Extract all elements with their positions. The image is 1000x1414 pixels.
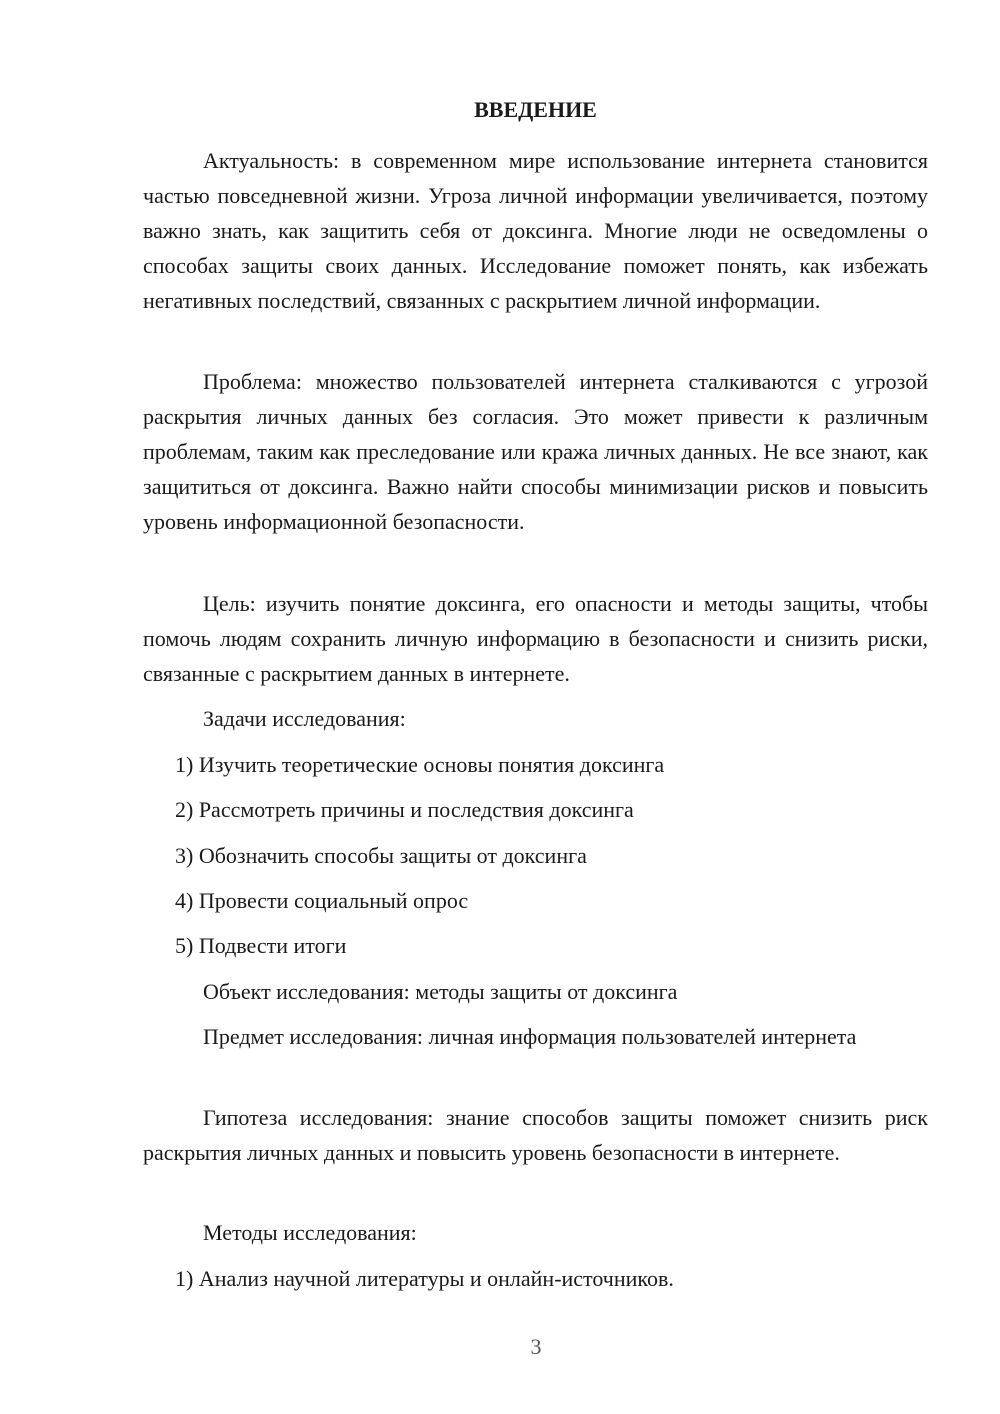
task-item: 4) Провести социальный опрос xyxy=(175,888,469,913)
task-item: 3) Обозначить способы защиты от доксинга xyxy=(175,843,587,868)
tasks-heading: Задачи исследования: xyxy=(203,706,406,731)
relevance-paragraph: Актуальность: в современном мире использование интернета становится частью повседневной жизни. Угроза личной информации увеличивается, поэтому важно знать, как защитить себя от доксинга. Многие люди не осведомлены о способах защиты своих данных. Исследование поможет понять, как избежать негативных последствий, связанных с раскрытием личной информации. xyxy=(143,148,928,313)
subject-paragraph: Предмет исследования: личная информация пользователей интернета xyxy=(203,1024,857,1049)
goal-paragraph: Цель: изучить понятие доксинга, его опасности и методы защиты, чтобы помочь людям сохранить личную информацию в безопасности и снизить риски, связанные с раскрытием данных в интернете. xyxy=(143,591,928,686)
object-paragraph: Объект исследования: методы защиты от доксинга xyxy=(203,979,678,1004)
task-item: 5) Подвести итоги xyxy=(175,933,347,958)
hypothesis-paragraph: Гипотеза исследования: знание способов защиты поможет снизить риск раскрытия личных данных и повысить уровень безопасности в интернете. xyxy=(143,1105,928,1165)
task-item: 2) Рассмотреть причины и последствия доксинга xyxy=(175,797,634,822)
page-number: 3 xyxy=(530,1334,542,1359)
problem-paragraph: Проблема: множество пользователей интернета сталкиваются с угрозой раскрытия личных данных без согласия. Это может привести к различным проблемам, таким как преследование или кража личных данных. Не все знают, как защититься от доксинга. Важно найти способы минимизации рисков и повысить уровень информационной безопасности. xyxy=(143,369,928,534)
page-title: ВВЕДЕНИЕ xyxy=(474,97,597,122)
methods-heading: Методы исследования: xyxy=(203,1220,417,1245)
method-item: 1) Анализ научной литературы и онлайн-источников. xyxy=(175,1266,674,1291)
task-item: 1) Изучить теоретические основы понятия доксинга xyxy=(175,752,665,777)
